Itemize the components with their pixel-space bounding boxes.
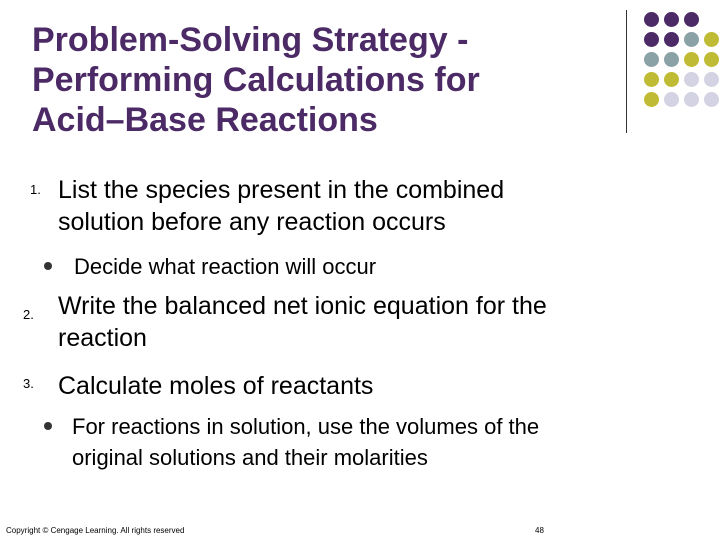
decorative-dot (684, 32, 699, 47)
sub-text-line: original solutions and their molarities (72, 445, 428, 470)
decorative-dot (684, 52, 699, 67)
step-text-line: reaction (58, 324, 147, 352)
sub-item-text (74, 251, 634, 282)
step-text (58, 174, 658, 238)
decorative-dot (684, 72, 699, 87)
decorative-dot (664, 92, 679, 107)
decorative-dot (684, 92, 699, 107)
decorative-dot (664, 12, 679, 27)
step-number: 1. (30, 182, 41, 197)
decorative-dot (644, 72, 659, 87)
decorative-dot (704, 32, 719, 47)
step-text (58, 290, 678, 354)
title-line: Acid–Base Reactions (32, 101, 378, 139)
bullet-icon (44, 262, 52, 270)
decorative-dot (664, 72, 679, 87)
sub-text-line: Decide what reaction will occur (74, 254, 377, 279)
page-number: 48 (535, 526, 544, 535)
decorative-dot (684, 12, 699, 27)
step-text-line: List the species present in the combined (58, 176, 505, 204)
decorative-dot (664, 52, 679, 67)
decorative-dot (644, 92, 659, 107)
decorative-dot (704, 92, 719, 107)
decorative-dot (704, 52, 719, 67)
decorative-dot-grid (0, 0, 720, 140)
decorative-dot (644, 32, 659, 47)
step-number: 2. (23, 307, 34, 322)
step-number: 3. (23, 376, 34, 391)
step-text-line: solution before any reaction occurs (58, 208, 446, 236)
decorative-dot (644, 12, 659, 27)
title-line: Problem-Solving Strategy - (32, 21, 469, 59)
decorative-dot (664, 32, 679, 47)
step-text-line: Calculate moles of reactants (58, 372, 374, 400)
decorative-dot (704, 72, 719, 87)
step-text-line: Write the balanced net ionic equation for the (58, 292, 547, 320)
sub-item-text (72, 411, 672, 473)
decorative-dot (644, 52, 659, 67)
bullet-icon (44, 422, 52, 430)
copyright-notice: Copyright © Cengage Learning. All rights reserved (6, 526, 185, 535)
sub-text-line: For reactions in solution, use the volumes of the (72, 414, 540, 439)
title-line: Performing Calculations for (32, 61, 480, 99)
step-text (58, 370, 658, 402)
